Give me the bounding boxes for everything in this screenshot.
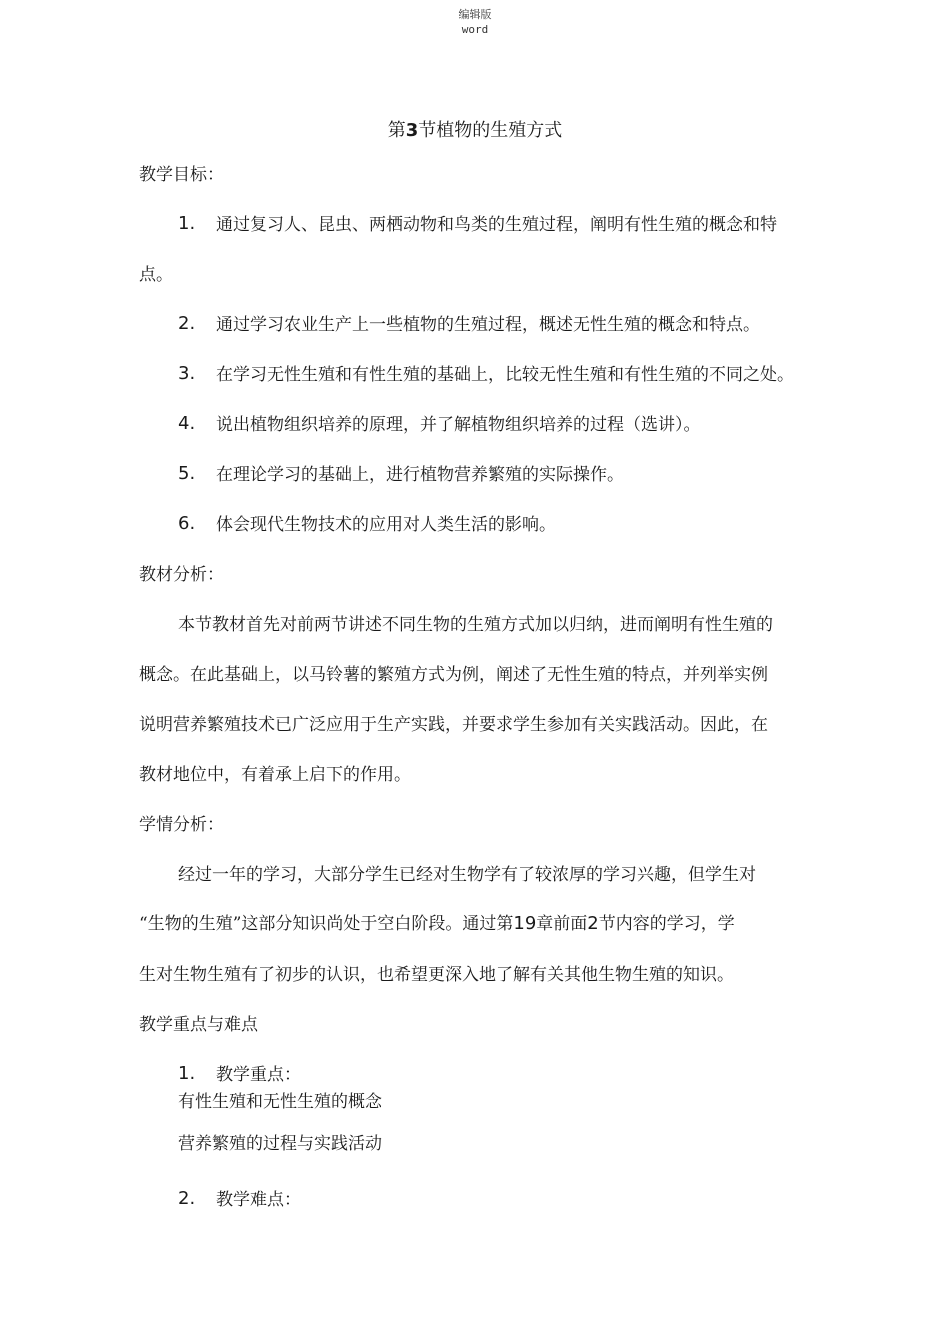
keypoint-1-line-2: 营养繁殖的过程与实践活动 — [178, 1134, 382, 1154]
title-suffix: 节植物的生殖方式 — [418, 120, 563, 141]
objective-3-num: 3. — [178, 363, 196, 384]
objectives-heading: 教学目标： — [139, 165, 224, 185]
students-line-1: 经过一年的学习，大部分学生已经对生物学有了较浓厚的学习兴趣，但学生对 — [178, 865, 756, 885]
objective-1-text: 通过复习人、昆虫、两栖动物和鸟类的生殖过程，阐明有性生殖的概念和特 — [216, 215, 777, 235]
material-line-3: 说明营养繁殖技术已广泛应用于生产实践，并要求学生参加有关实践活动。因此，在 — [139, 715, 768, 735]
objective-1-cont: 点。 — [139, 265, 173, 285]
students-line-2 — [139, 913, 735, 935]
header-word: word — [461, 23, 489, 36]
objective-3-text: 在学习无性生殖和有性生殖的基础上，比较无性生殖和有性生殖的不同之处。 — [216, 365, 794, 385]
objective-6-num: 6. — [178, 513, 196, 534]
keypoint-2-num: 2. — [178, 1188, 196, 1209]
keypoints-heading: 教学重点与难点 — [139, 1015, 258, 1035]
page-title — [0, 119, 950, 143]
objective-4-num: 4. — [178, 413, 196, 434]
keypoint-2-label: 教学难点： — [216, 1190, 301, 1210]
keypoint-1-label: 教学重点： — [216, 1065, 301, 1085]
header-label: 编辑版 — [458, 8, 492, 21]
title-number: 3 — [405, 120, 419, 141]
keypoint-1-line-1: 有性生殖和无性生殖的概念 — [178, 1092, 382, 1112]
students-heading: 学情分析： — [139, 815, 224, 835]
objective-4-text: 说出植物组织培养的原理，并了解植物组织培养的过程（选讲）。 — [216, 415, 701, 435]
objective-5-num: 5. — [178, 463, 196, 484]
material-line-2: 概念。在此基础上，以马铃薯的繁殖方式为例，阐述了无性生殖的特点，并列举实例 — [139, 665, 768, 685]
students-line-2-c: 节内容的学习，学 — [598, 914, 735, 934]
objective-5-text: 在理论学习的基础上，进行植物营养繁殖的实际操作。 — [216, 465, 624, 485]
material-line-1: 本节教材首先对前两节讲述不同生物的生殖方式加以归纳，进而阐明有性生殖的 — [178, 615, 773, 635]
objective-6-text: 体会现代生物技术的应用对人类生活的影响。 — [216, 515, 556, 535]
objective-1-num: 1. — [178, 213, 196, 234]
students-line-2-b: 章前面 — [536, 914, 588, 934]
students-line-3: 生对生物生殖有了初步的认识，也希望更深入地了解有关其他生物生殖的知识。 — [139, 965, 734, 985]
students-line-2-a: “生物的生殖”这部分知识尚处于空白阶段。通过第 — [139, 914, 514, 934]
objective-2-text: 通过学习农业生产上一些植物的生殖过程，概述无性生殖的概念和特点。 — [216, 315, 760, 335]
chapter-number: 19 — [513, 913, 537, 934]
material-heading: 教材分析： — [139, 565, 224, 585]
title-prefix: 第 — [387, 120, 406, 141]
objective-2-num: 2. — [178, 313, 196, 334]
section-count: 2 — [587, 913, 599, 934]
material-line-4: 教材地位中，有着承上启下的作用。 — [139, 765, 411, 785]
keypoint-1-num: 1. — [178, 1063, 196, 1084]
